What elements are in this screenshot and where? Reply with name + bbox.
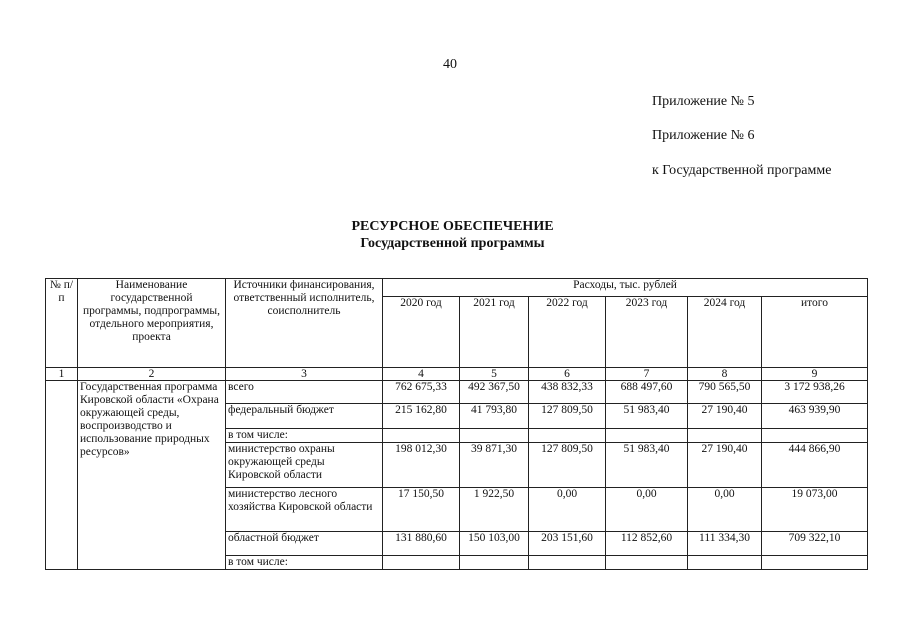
column-index: 2: [78, 368, 226, 381]
page-number: 40: [443, 57, 457, 72]
value-cell: 112 852,60: [606, 532, 688, 556]
header-total: итого: [762, 297, 868, 368]
value-cell: 790 565,50: [688, 381, 762, 404]
column-index: 9: [762, 368, 868, 381]
header-number: № п/п: [46, 279, 78, 368]
table-row: [46, 381, 868, 404]
value-cell: [383, 556, 460, 570]
value-cell: 27 190,40: [688, 404, 762, 429]
header-year-2024: 2024 год: [688, 297, 762, 368]
header-year-2023: 2023 год: [606, 297, 688, 368]
document-subtitle: Государственной программы: [360, 236, 545, 251]
appendix-line-3: к Государственной программе: [652, 163, 832, 178]
value-cell: [688, 429, 762, 443]
column-index: 1: [46, 368, 78, 381]
header-name: Наименование государственной программы, подпрограммы, отдельного мероприятия, проекта: [78, 279, 226, 368]
value-cell: 51 983,40: [606, 443, 688, 488]
header-year-2020: 2020 год: [383, 297, 460, 368]
value-cell: 709 322,10: [762, 532, 868, 556]
value-cell: [688, 556, 762, 570]
source-cell: областной бюджет: [226, 532, 383, 556]
value-cell: 41 793,80: [460, 404, 529, 429]
value-cell: 1 922,50: [460, 488, 529, 532]
value-cell: 198 012,30: [383, 443, 460, 488]
value-cell: [460, 556, 529, 570]
value-cell: 51 983,40: [606, 404, 688, 429]
value-cell: 438 832,33: [529, 381, 606, 404]
source-cell: в том числе:: [226, 556, 383, 570]
appendix-line-1: Приложение № 5: [652, 94, 755, 109]
header-source: Источники финансирования, ответственный исполнитель, соисполнитель: [226, 279, 383, 368]
column-index: 3: [226, 368, 383, 381]
value-cell: [762, 556, 868, 570]
value-cell: [606, 556, 688, 570]
source-cell: министерство охраны окружающей среды Кировской области: [226, 443, 383, 488]
column-index: 5: [460, 368, 529, 381]
value-cell: 3 172 938,26: [762, 381, 868, 404]
value-cell: [529, 429, 606, 443]
source-cell: федеральный бюджет: [226, 404, 383, 429]
column-index: 6: [529, 368, 606, 381]
column-index-row: [46, 368, 868, 381]
value-cell: [383, 429, 460, 443]
resource-table: [45, 278, 868, 570]
value-cell: 492 367,50: [460, 381, 529, 404]
document-title: РЕСУРСНОЕ ОБЕСПЕЧЕНИЕ: [351, 219, 554, 234]
value-cell: 111 334,30: [688, 532, 762, 556]
value-cell: 19 073,00: [762, 488, 868, 532]
value-cell: 17 150,50: [383, 488, 460, 532]
header-expenses: Расходы, тыс. рублей: [383, 279, 868, 297]
value-cell: 688 497,60: [606, 381, 688, 404]
value-cell: [762, 429, 868, 443]
value-cell: [460, 429, 529, 443]
column-index: 4: [383, 368, 460, 381]
column-index: 7: [606, 368, 688, 381]
value-cell: 0,00: [529, 488, 606, 532]
program-number-cell: [46, 381, 78, 570]
column-index: 8: [688, 368, 762, 381]
value-cell: 203 151,60: [529, 532, 606, 556]
value-cell: 127 809,50: [529, 443, 606, 488]
source-cell: министерство лесного хозяйства Кировской области: [226, 488, 383, 532]
header-year-2022: 2022 год: [529, 297, 606, 368]
source-cell: в том числе:: [226, 429, 383, 443]
value-cell: [529, 556, 606, 570]
value-cell: 131 880,60: [383, 532, 460, 556]
value-cell: 463 939,90: [762, 404, 868, 429]
appendix-line-2: Приложение № 6: [652, 128, 755, 143]
value-cell: 215 162,80: [383, 404, 460, 429]
header-year-2021: 2021 год: [460, 297, 529, 368]
source-cell: всего: [226, 381, 383, 404]
value-cell: 0,00: [688, 488, 762, 532]
value-cell: 127 809,50: [529, 404, 606, 429]
value-cell: 39 871,30: [460, 443, 529, 488]
value-cell: [606, 429, 688, 443]
value-cell: 444 866,90: [762, 443, 868, 488]
value-cell: 0,00: [606, 488, 688, 532]
value-cell: 762 675,33: [383, 381, 460, 404]
value-cell: 27 190,40: [688, 443, 762, 488]
value-cell: 150 103,00: [460, 532, 529, 556]
header-row: [46, 279, 868, 297]
program-name-cell: Государственная программа Кировской области «Охрана окружающей среды, воспроизводство и использование природных ресурсов»: [78, 381, 226, 570]
